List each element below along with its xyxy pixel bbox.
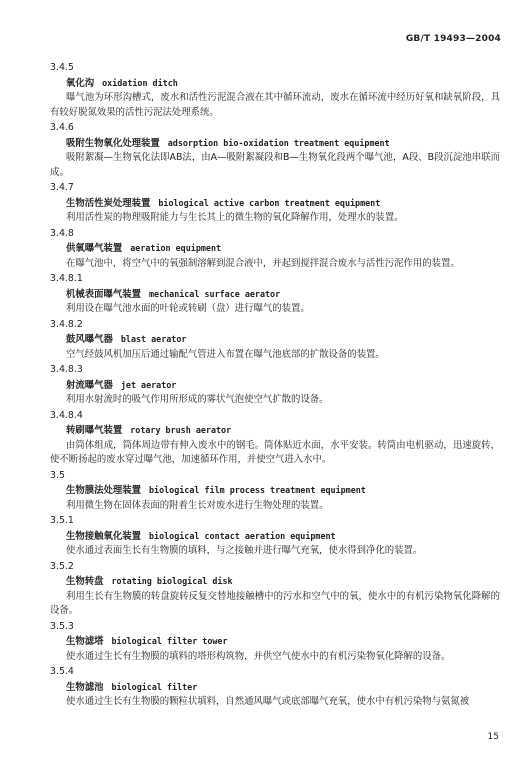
clause-number: 3.4.8.1 xyxy=(50,273,83,284)
term-heading xyxy=(66,378,500,394)
term-english: oxidation ditch xyxy=(102,77,178,88)
clause-number: 3.5.2 xyxy=(50,560,74,572)
term-heading xyxy=(66,634,500,650)
term-english: blast aerator xyxy=(120,334,187,344)
term-definition: 利用水射流时的吸气作用所形成的雾状气泡使空气扩散的设备。 xyxy=(66,394,329,405)
term-heading xyxy=(66,423,500,439)
term-entry xyxy=(50,469,500,514)
term-chinese: 鼓风曝气器 xyxy=(66,334,113,345)
term-entry xyxy=(50,560,500,619)
term-definition: 在曝气池中，将空气中的氧强制溶解到混合液中，并起到搅拌混合废水与活性污泥作用的装置。 xyxy=(66,257,460,269)
term-english: biological active carbon treatment equipment xyxy=(158,197,381,208)
term-english: biological filter xyxy=(111,681,198,692)
term-entry xyxy=(50,227,500,272)
term-heading xyxy=(66,529,500,545)
term-definition: 由筒体组成，筒体周边带有伸入废水中的钢毛。筒体贴近水面，水平安装。转筒由电机驱动，迅速旋转，使不断扬起的废水穿过曝气池，加速循环作用，并使空气进入水中。 xyxy=(50,439,500,465)
term-chinese: 射流曝气器 xyxy=(66,379,113,391)
term-definition: 利用生长有生物膜的转盘旋转反复交替地接触槽中的污水和空气中的氧，使水中的有机污染物氧化降解的设备。 xyxy=(50,590,500,616)
term-chinese: 生物转盘 xyxy=(66,576,104,587)
clause-number: 3.4.5 xyxy=(50,62,74,73)
term-heading xyxy=(66,76,500,92)
term-definition: 使水通过生长有生物膜的颗粒状填料，自然通风曝气或底部曝气充氧，使水中有机污染物与氨氮被 xyxy=(66,696,470,707)
term-heading xyxy=(66,483,500,499)
term-heading xyxy=(66,196,500,212)
term-chinese: 吸附生物氧化处理装置 xyxy=(66,137,160,149)
term-entry xyxy=(50,409,500,468)
clause-number: 3.5.4 xyxy=(50,666,74,677)
document-body xyxy=(50,60,500,710)
term-entry xyxy=(50,181,500,226)
term-entry xyxy=(50,514,500,559)
term-chinese: 生物滤塔 xyxy=(66,636,104,647)
page-number: 15 xyxy=(487,732,499,742)
term-english: jet aerator xyxy=(120,379,177,390)
term-chinese: 生物滤池 xyxy=(66,681,104,693)
term-entry xyxy=(50,363,500,408)
term-english: rotating biological disk xyxy=(111,576,233,586)
term-heading xyxy=(66,287,500,303)
clause-number: 3.4.8.3 xyxy=(50,364,83,375)
clause-number: 3.4.7 xyxy=(50,182,74,193)
clause-number: 3.5.3 xyxy=(50,620,74,632)
term-definition: 利用设在曝气池水面的叶轮或转刷（盘）进行曝气的装置。 xyxy=(66,303,310,314)
term-heading xyxy=(66,332,500,348)
clause-number: 3.4.8 xyxy=(50,227,74,239)
term-heading xyxy=(66,136,500,152)
term-entry xyxy=(50,318,500,363)
standard-number: GB/T 19493—2004 xyxy=(405,34,501,44)
term-heading xyxy=(66,680,500,696)
term-entry xyxy=(50,665,500,710)
term-chinese: 氧化沟 xyxy=(66,77,95,89)
term-english: biological contact aeration equipment xyxy=(149,530,336,541)
term-heading xyxy=(66,241,500,257)
term-chinese: 机械表面曝气装置 xyxy=(66,288,142,300)
clause-number: 3.5 xyxy=(50,469,65,481)
term-definition: 曝气池为环形沟槽式，废水和活性污泥混合液在其中循环流动，废水在循环流中经历好氧和缺氧阶段，具有较好脱氮效果的活性污泥法处理系统。 xyxy=(50,92,500,118)
term-chinese: 生物接触氧化装置 xyxy=(66,530,142,542)
term-english: rotary brush aerator xyxy=(130,425,232,435)
clause-number: 3.5.1 xyxy=(50,515,74,526)
term-chinese: 生物活性炭处理装置 xyxy=(66,197,151,209)
term-definition: 吸附絮凝—生物氧化法即AB法，由A—吸附絮凝段和B—生物氧化段两个曝气池，A段、B段沉淀池串联而成。 xyxy=(50,152,500,178)
term-definition: 利用微生物在固体表面的附着生长对废水进行生物处理的装置。 xyxy=(66,499,329,511)
term-english: biological filter tower xyxy=(111,636,228,646)
term-entry xyxy=(50,272,500,317)
term-english: adsorption bio-oxidation treatment equipment xyxy=(167,137,390,148)
clause-number: 3.4.6 xyxy=(50,122,74,133)
clause-number: 3.4.8.2 xyxy=(50,318,83,330)
term-entry xyxy=(50,61,500,120)
term-entry xyxy=(50,121,500,180)
term-english: aeration equipment xyxy=(130,243,222,253)
term-chinese: 供氧曝气装置 xyxy=(66,243,123,254)
term-chinese: 生物膜法处理装置 xyxy=(66,485,142,496)
term-english: mechanical surface aerator xyxy=(149,288,281,299)
term-english: biological film process treatment equipment xyxy=(149,485,366,495)
term-entry xyxy=(50,620,500,665)
term-definition: 空气经鼓风机加压后通过输配气管进入布置在曝气池底部的扩散设备的装置。 xyxy=(66,348,385,360)
term-definition: 使水通过表面生长有生物膜的填料，与之接触并进行曝气充氧，使水得到净化的装置。 xyxy=(66,545,423,556)
term-definition: 利用活性炭的物理吸附能力与生长其上的微生物的氧化降解作用，处理水的装置。 xyxy=(66,212,404,223)
term-heading xyxy=(66,574,500,590)
term-definition: 使水通过生长有生物膜的填料的塔形构筑物，并供空气使水中的有机污染物氧化降解的设备。 xyxy=(66,650,451,662)
term-chinese: 转刷曝气装置 xyxy=(66,425,123,436)
clause-number: 3.4.8.4 xyxy=(50,409,83,421)
